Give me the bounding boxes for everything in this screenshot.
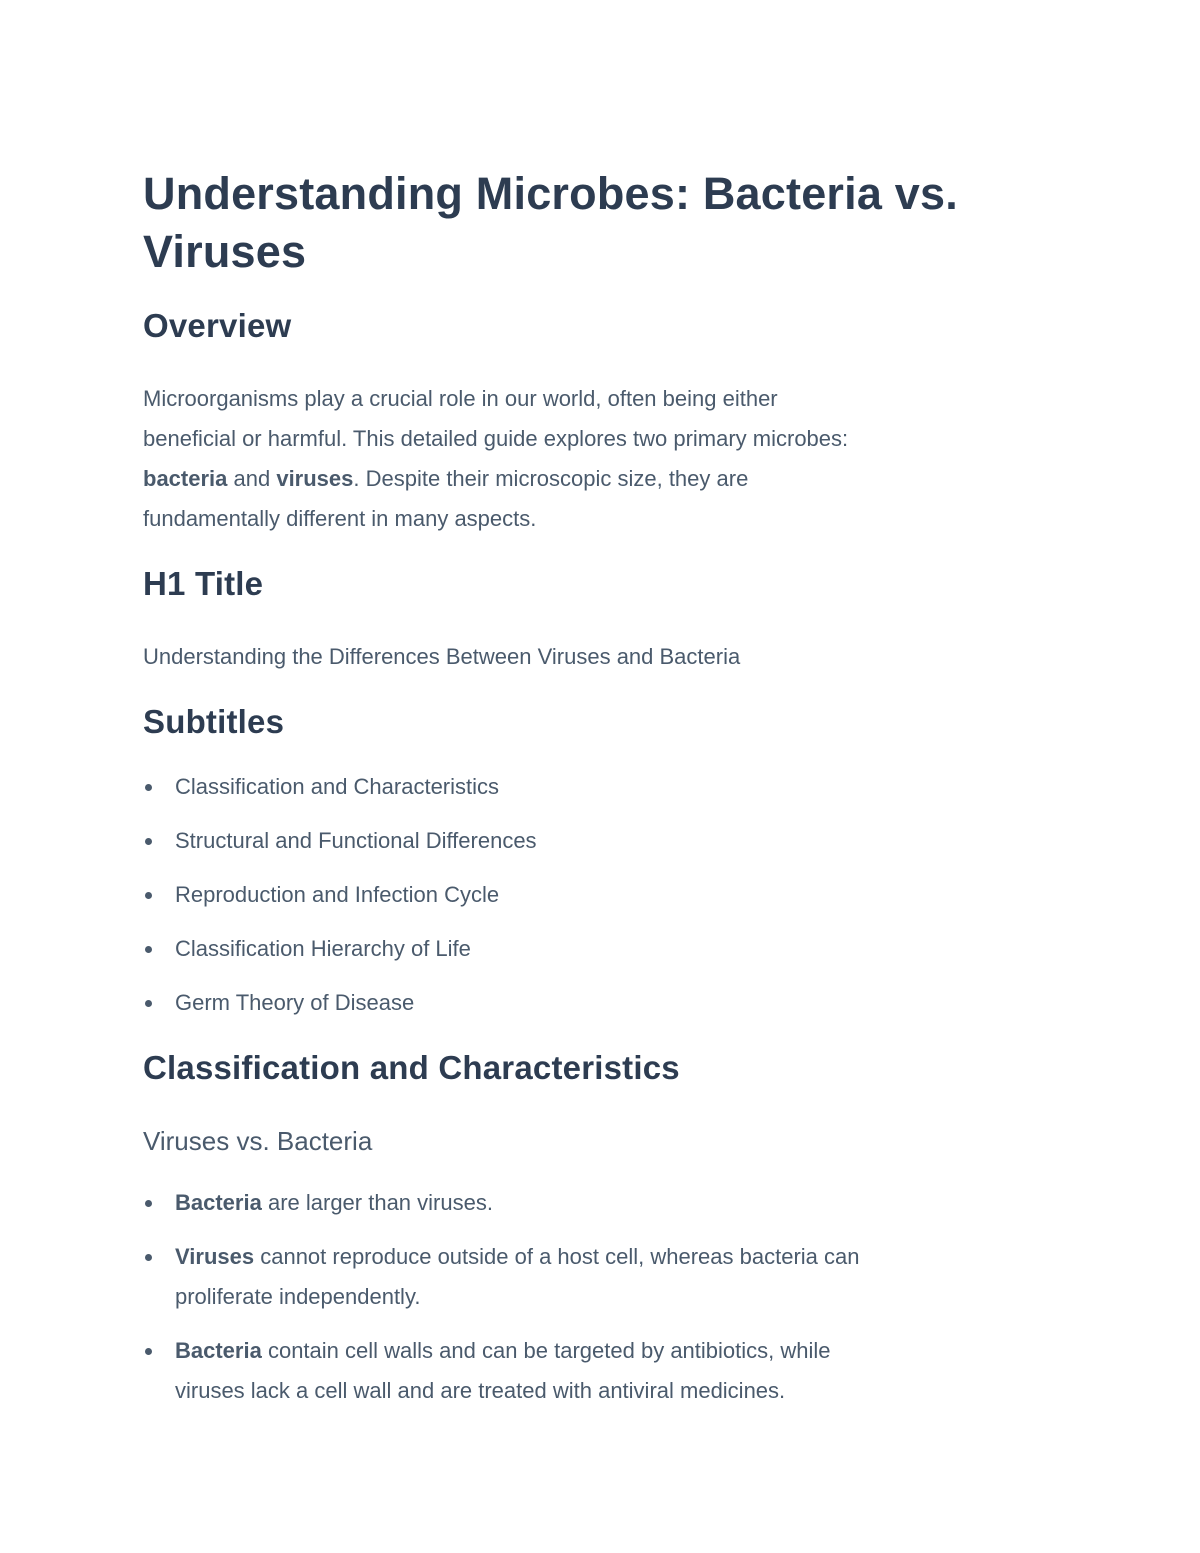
text-line: Microorganisms play a crucial role in our world, often being either [143, 386, 778, 411]
bullet-icon [145, 946, 152, 953]
text-line: Bacteria contain cell walls and can be targeted by antibiotics, while [175, 1338, 831, 1363]
section-heading-h1-title: H1 Title [143, 565, 264, 602]
bullet-icon [145, 1000, 152, 1007]
list-item [143, 983, 1040, 1023]
bullet-icon [145, 784, 152, 791]
list-item-label: Germ Theory of Disease [175, 990, 415, 1015]
list-item-label: Classification and Characteristics [175, 774, 500, 799]
list-item [143, 875, 1040, 915]
list-item-label: Structural and Functional Differences [175, 828, 537, 853]
text-line: proliferate independently. [175, 1284, 421, 1309]
section-heading-subtitles: Subtitles [143, 703, 285, 740]
text-line: fundamentally different in many aspects. [143, 506, 537, 531]
list-item-label: Classification Hierarchy of Life [175, 936, 471, 961]
bullet-icon [145, 1348, 152, 1355]
list-item-label: Reproduction and Infection Cycle [175, 882, 500, 907]
comparison-list [143, 1183, 1040, 1411]
text-line: Viruses cannot reproduce outside of a host cell, whereas bacteria can [175, 1244, 860, 1269]
title-line-2: Viruses [143, 226, 307, 277]
text-line: bacteria and viruses. Despite their microscopic size, they are [143, 466, 749, 491]
text-line: beneficial or harmful. This detailed guide explores two primary microbes: [143, 426, 849, 451]
list-item [143, 1331, 1040, 1411]
section-heading-classification: Classification and Characteristics [143, 1049, 680, 1086]
text-line: viruses lack a cell wall and are treated with antiviral medicines. [175, 1378, 786, 1403]
subtitles-list [143, 767, 1040, 1023]
bullet-icon [145, 838, 152, 845]
list-item [143, 821, 1040, 861]
subsection-heading-viruses-vs-bacteria: Viruses vs. Bacteria [143, 1126, 373, 1156]
text-line: Bacteria are larger than viruses. [175, 1190, 493, 1215]
h1-title-paragraph [143, 637, 1040, 677]
bullet-icon [145, 1254, 152, 1261]
list-item [143, 1183, 1040, 1223]
list-item [143, 767, 1040, 807]
section-heading-overview: Overview [143, 307, 292, 344]
text-line: Understanding the Differences Between Viruses and Bacteria [143, 644, 741, 669]
document-title [143, 165, 1040, 281]
bullet-icon [145, 892, 152, 899]
title-line-1: Understanding Microbes: Bacteria vs. [143, 168, 958, 219]
overview-paragraph [143, 379, 1040, 539]
list-item [143, 929, 1040, 969]
bullet-icon [145, 1200, 152, 1207]
list-item [143, 1237, 1040, 1317]
